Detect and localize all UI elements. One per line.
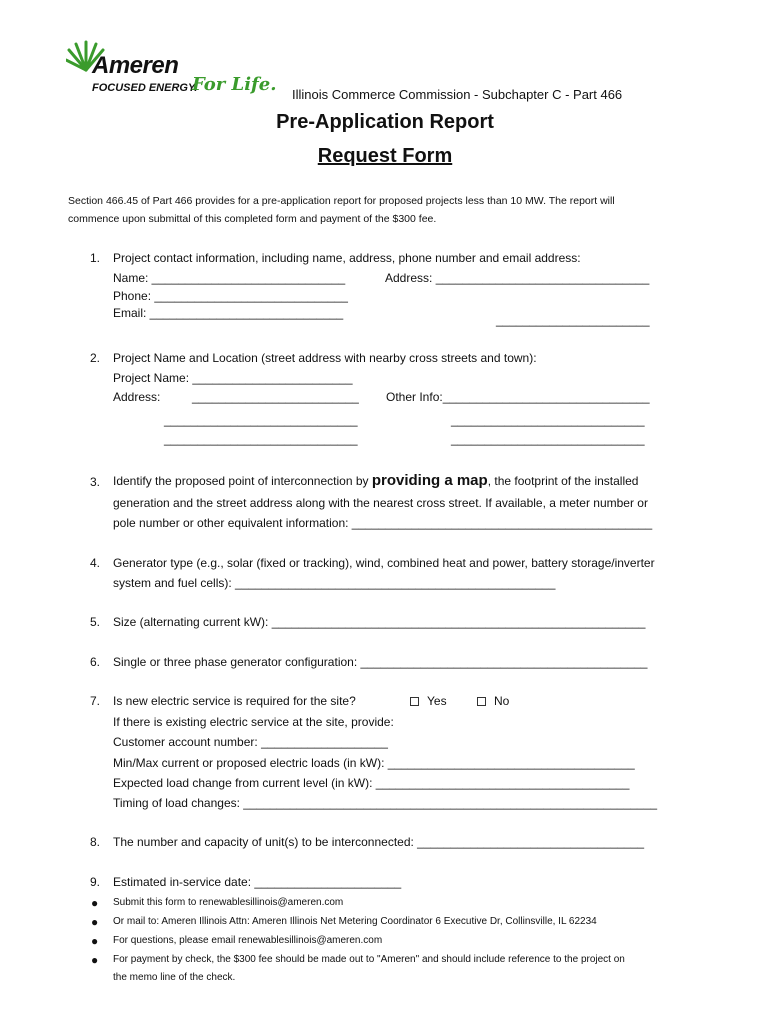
q7-number: 7. [90,694,101,708]
q9-number: 9. [90,875,101,889]
q3-text-a: Identify the proposed point of interconnection by [113,474,372,488]
logo-brand: Ameren [92,52,179,79]
q3-number: 3. [90,475,101,489]
q4-number: 4. [90,556,101,570]
commission-header: Illinois Commerce Commission - Subchapter C - Part 466 [292,87,623,102]
other-info-line-2[interactable]: _____________________________ [451,413,645,427]
project-address-line-3[interactable]: _____________________________ [164,432,358,446]
phase-configuration-field[interactable]: Single or three phase generator configuration: ___________________________________________ [113,655,648,669]
contact-address-line-2[interactable]: _______________________ [496,313,650,327]
q1-text: Project contact information, including name, address, phone number and email address: [113,251,581,265]
bullet-icon: ● [91,934,99,948]
meter-number-field[interactable]: pole number or other equivalent information: _____________________________________________ [113,516,653,530]
no-option[interactable] [477,694,509,708]
units-capacity-field[interactable]: The number and capacity of unit(s) to be interconnected: __________________________________ [113,835,645,849]
size-field[interactable]: Size (alternating current kW): ________________________________________________________ [113,615,646,629]
yes-label: Yes [427,694,447,708]
in-service-date-field[interactable]: Estimated in-service date: ______________________ [113,875,402,889]
yes-option[interactable] [410,694,447,708]
no-label: No [494,694,510,708]
q8-number: 8. [90,835,101,849]
q6-number: 6. [90,655,101,669]
no-checkbox[interactable] [477,697,486,706]
other-info-field[interactable]: Other Info:_______________________________ [386,390,650,404]
project-address-line-2[interactable]: _____________________________ [164,413,358,427]
submit-instruction: Submit this form to renewablesillinois@ameren.com [113,897,344,908]
logo-tagline: FOCUSED ENERGY. [92,82,198,94]
page-subtitle: Request Form [317,145,453,167]
payment-instruction-line-1: For payment by check, the $300 fee should be made out to "Ameren" and should include reference to the project on [113,954,625,965]
mail-instruction: Or mail to: Ameren Illinois Attn: Ameren Illinois Net Metering Coordinator 6 Executive Dr, Collinsville, IL 62234 [113,916,597,927]
yes-checkbox[interactable] [410,697,419,706]
project-address-field[interactable]: _________________________ [192,390,359,404]
intro-line-1: Section 466.45 of Part 466 provides for a pre-application report for proposed projects less than 10 MW. The report will [68,195,615,207]
customer-account-field[interactable]: Customer account number: ___________________ [113,735,388,749]
payment-instruction-line-2: the memo line of the check. [113,972,236,983]
min-max-loads-field[interactable]: Min/Max current or proposed electric loads (in kW): _____________________________________ [113,756,635,770]
project-address-label: Address: [113,390,161,404]
intro-line-2: commence upon submittal of this completed form and payment of the $300 fee. [68,213,437,225]
q3-text-emphasis: providing a map [371,472,488,489]
bullet-icon: ● [91,915,99,929]
q1-number: 1. [90,251,101,265]
q5-number: 5. [90,615,101,629]
contact-email-field[interactable]: Email: _____________________________ [113,306,344,320]
logo-slogan: For Life. [192,74,277,95]
load-change-field[interactable]: Expected load change from current level (in kW): ______________________________________ [113,776,630,790]
contact-name-field[interactable]: Name: _____________________________ [113,271,346,285]
generator-type-field[interactable]: system and fuel cells): ________________________________________________ [113,576,556,590]
q2-text: Project Name and Location (street address with nearby cross streets and town): [113,351,537,365]
q4-line-1: Generator type (e.g., solar (fixed or tracking), wind, combined heat and power, battery storage/inverter [113,556,655,570]
q3-text-b: , the footprint of the installed [487,474,639,488]
timing-load-changes-field[interactable]: Timing of load changes: ______________________________________________________________ [113,796,658,810]
q7-line-2: If there is existing electric service at the site, provide: [113,715,394,729]
q3-line-2: generation and the street address along with the nearest cross street. If available, a meter number or [113,496,648,510]
q2-number: 2. [90,351,101,365]
contact-address-field[interactable]: Address: ________________________________ [385,271,650,285]
q3-text [113,472,638,489]
project-name-field[interactable]: Project Name: ________________________ [113,371,353,385]
questions-instruction: For questions, please email renewablesillinois@ameren.com [113,935,383,946]
page-title: Pre-Application Report [276,111,494,133]
other-info-line-3[interactable]: _____________________________ [451,432,645,446]
bullet-icon: ● [91,953,99,967]
contact-phone-field[interactable]: Phone: _____________________________ [113,289,348,303]
q7-text: Is new electric service is required for the site? [113,694,356,708]
bullet-icon: ● [91,896,99,910]
ameren-logo [66,38,277,102]
